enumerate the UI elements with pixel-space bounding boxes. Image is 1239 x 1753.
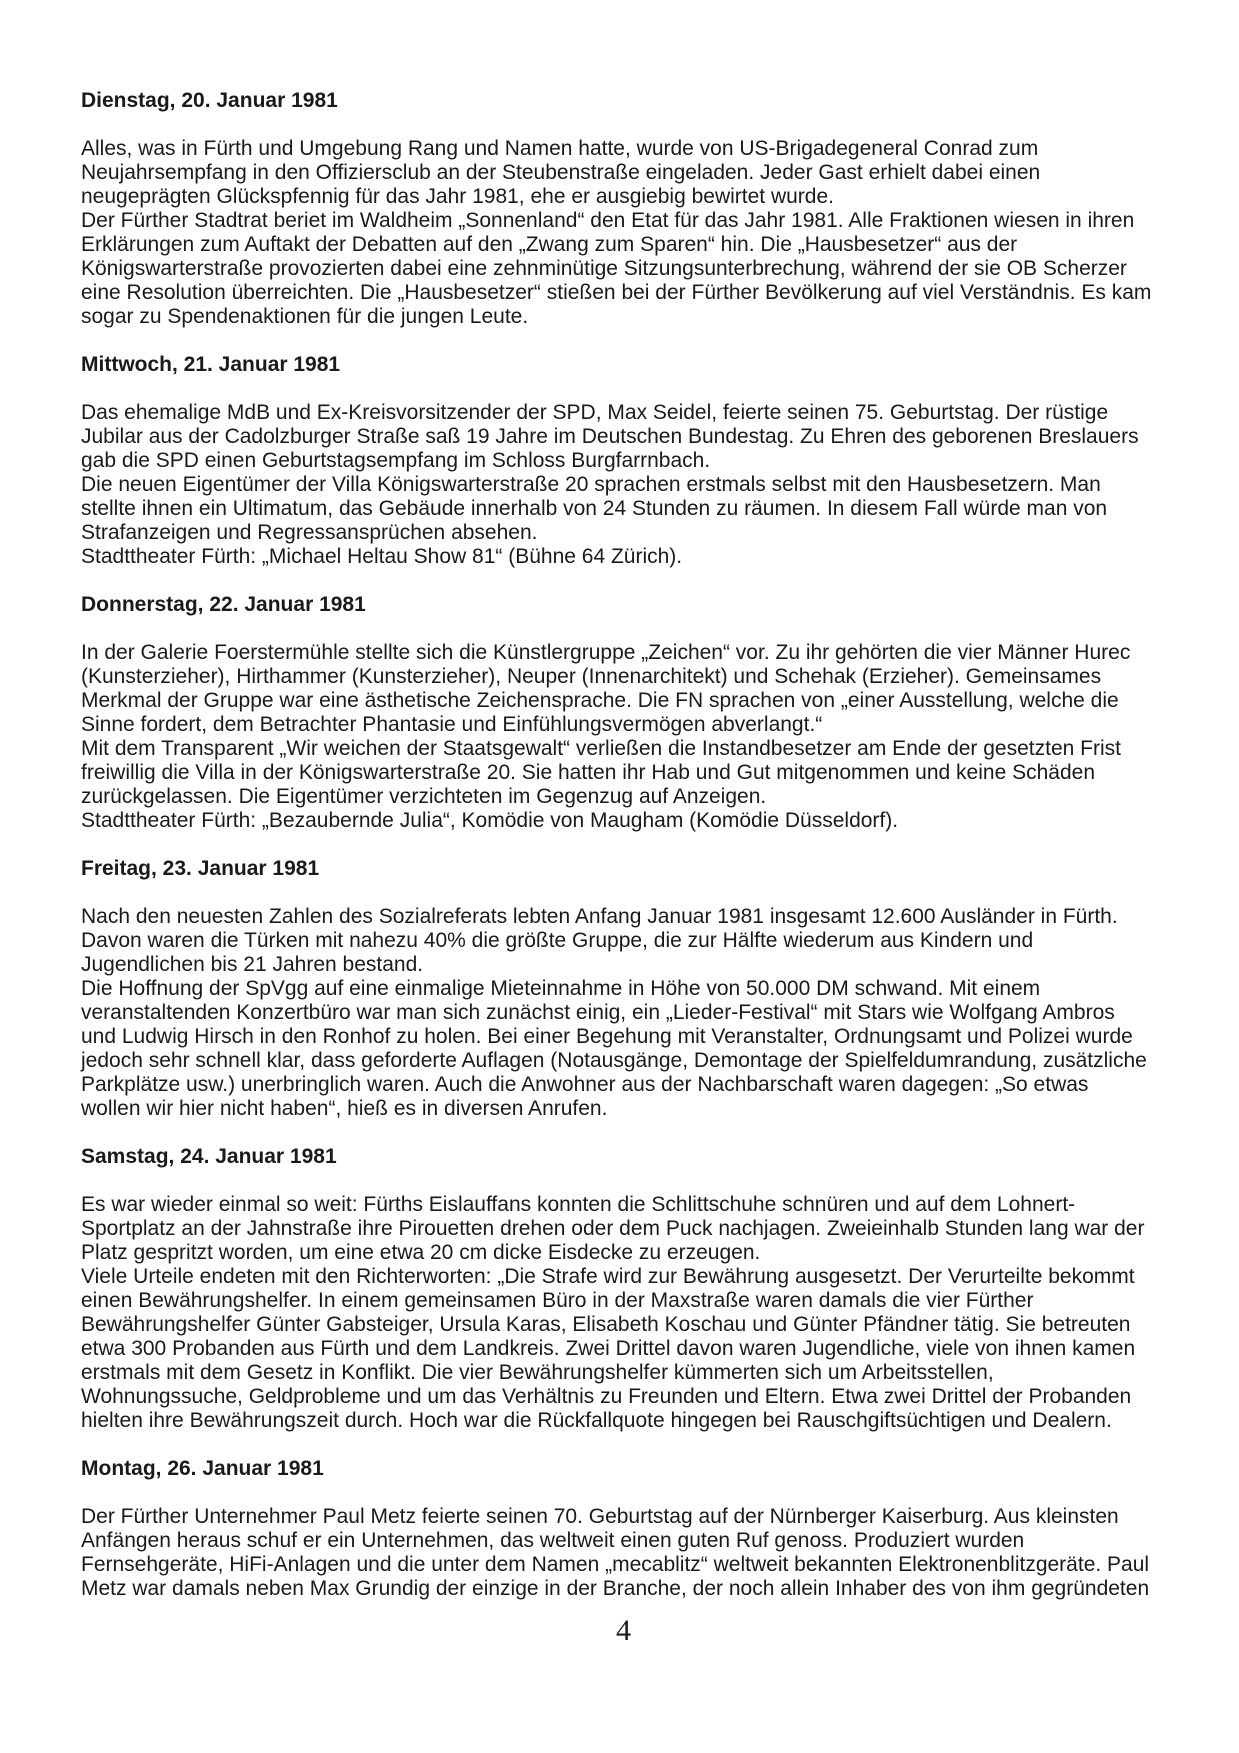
text-line: Neujahrsempfang in den Offiziersclub an der Steubenstraße eingeladen. Jeder Gast erhielt dabei einen [81,161,1041,184]
text-line: Königswarterstraße provozierten dabei eine zehnminütige Sitzungsunterbrechung, während der sie OB Scherzer [81,257,1127,280]
text-line: Merkmal der Gruppe war eine ästhetische Zeichensprache. Die FN sprachen von „einer Ausstellung, welche die [81,689,1119,712]
section-heading: Samstag, 24. Januar 1981 [81,1145,337,1168]
section-paragraph [81,137,1171,329]
text-line: Anfängen heraus schuf er ein Unternehmen, das weltweit einen guten Ruf genoss. Produziert wurden [81,1529,1025,1552]
text-line: neugeprägten Glückspfennig für das Jahr 1981, ehe er ausgiebig bewirtet wurde. [81,185,834,208]
text-line: Sportplatz an der Jahnstraße ihre Pirouetten drehen oder dem Puck nachjagen. Zweieinhalb Stunden lang war der [81,1217,1145,1240]
section-heading: Dienstag, 20. Januar 1981 [81,89,338,112]
text-line: Alles, was in Fürth und Umgebung Rang und Namen hatte, wurde von US-Brigadegeneral Conrad zum [81,137,1039,160]
text-line: Strafanzeigen und Regressansprüchen absehen. [81,521,538,544]
text-line: freiwillig die Villa in der Königswarterstraße 20. Sie hatten ihr Hab und Gut mitgenommen und keine Schäden [81,761,1095,784]
text-line: wollen wir hier nicht haben“, hieß es in diversen Anrufen. [81,1097,608,1120]
text-line: Erklärungen zum Auftakt der Debatten auf den „Zwang zum Sparen“ hin. Die „Hausbesetzer“ aus der [81,233,1018,256]
text-line: Das ehemalige MdB und Ex-Kreisvorsitzender der SPD, Max Seidel, feierte seinen 75. Geburtstag. Der rüstige [81,401,1109,424]
section-paragraph [81,1193,1171,1433]
text-line: Sinne fordert, dem Betrachter Phantasie und Einfühlungsvermögen abverlangt.“ [81,713,823,736]
text-line: erstmals mit dem Gesetz in Konflikt. Die vier Bewährungshelfer kümmerten sich um Arbeitsstellen, [81,1361,994,1384]
text-line: veranstaltenden Konzertbüro war man sich zunächst einig, ein „Lieder-Festival“ mit Stars wie Wolfgang Ambros [81,1001,1115,1024]
text-line: etwa 300 Probanden aus Fürth und dem Landkreis. Zwei Drittel davon waren Jugendliche, viele von ihnen kamen [81,1337,1136,1360]
section-paragraph [81,905,1171,1121]
text-line: In der Galerie Foerstermühle stellte sich die Künstlergruppe „Zeichen“ vor. Zu ihr gehörten die vier Männer Hurec [81,641,1131,664]
text-line: und Ludwig Hirsch in den Ronhof zu holen. Bei einer Begehung mit Veranstalter, Ordnungsamt und Polizei wurde [81,1025,1133,1048]
text-line: eine Resolution überreichten. Die „Hausbesetzer“ stießen bei der Fürther Bevölkerung auf viel Verständnis. Es kam [81,281,1152,304]
text-line: gab die SPD einen Geburtstagsempfang im Schloss Burgfarrnbach. [81,449,711,472]
section-heading: Freitag, 23. Januar 1981 [81,857,320,880]
text-line: zurückgelassen. Die Eigentümer verzichteten im Gegenzug auf Anzeigen. [81,785,767,808]
text-line: Parkplätze usw.) unerbringlich waren. Auch die Anwohner aus der Nachbarschaft waren dagegen: „So etwas [81,1073,1089,1096]
text-line: jedoch sehr schnell klar, dass geforderte Auflagen (Notausgänge, Demontage der Spielfeldumrandung, zusätzliche [81,1049,1147,1072]
section-paragraph [81,401,1171,569]
section-heading: Donnerstag, 22. Januar 1981 [81,593,366,616]
text-line: Die neuen Eigentümer der Villa Königswarterstraße 20 sprachen erstmals selbst mit den Hausbesetzern. Man [81,473,1101,496]
text-line: Die Hoffnung der SpVgg auf eine einmalige Mieteinnahme in Höhe von 50.000 DM schwand. Mit einem [81,977,1041,1000]
text-line: Nach den neuesten Zahlen des Sozialreferats lebten Anfang Januar 1981 insgesamt 12.600 Ausländer in Fürth. [81,905,1118,928]
text-line: Der Fürther Stadtrat beriet im Waldheim „Sonnenland“ den Etat für das Jahr 1981. Alle Fraktionen wiesen in ihren [81,209,1135,232]
text-line: Metz war damals neben Max Grundig der einzige in der Branche, der noch allein Inhaber des von ihm gegründeten [81,1577,1150,1600]
text-line: Fernsehgeräte, HiFi-Anlagen und die unter dem Namen „mecablitz“ weltweit bekannten Elektronenblitzgeräte. Paul [81,1553,1150,1576]
text-line: Es war wieder einmal so weit: Fürths Eislauffans konnten die Schlittschuhe schnüren und auf dem Lohnert- [81,1193,1076,1216]
section-paragraph [81,1505,1171,1601]
page-number: 4 [616,1614,631,1647]
section-paragraph [81,641,1171,833]
text-line: Jubilar aus der Cadolzburger Straße saß 19 Jahre im Deutschen Bundestag. Zu Ehren des geborenen Breslauers [81,425,1139,448]
text-line: stellte ihnen ein Ultimatum, das Gebäude innerhalb von 24 Stunden zu räumen. In diesem Fall würde man von [81,497,1108,520]
text-line: (Kunsterzieher), Hirthammer (Kunsterzieher), Neuper (Innenarchitekt) und Schehak (Erzieher). Gemeinsames [81,665,1102,688]
text-line: Platz gespritzt worden, um eine etwa 20 cm dicke Eisdecke zu erzeugen. [81,1241,761,1264]
text-line: Jugendlichen bis 21 Jahren bestand. [81,953,424,976]
text-line: sogar zu Spendenaktionen für die jungen Leute. [81,305,529,328]
text-line: Wohnungssuche, Geldprobleme und um das Verhältnis zu Freunden und Eltern. Etwa zwei Drittel der Probanden [81,1385,1132,1408]
text-line: hielten ihre Bewährungszeit durch. Hoch war die Rückfallquote hingegen bei Rauschgiftsüchtigen und Dealern. [81,1409,1112,1432]
text-line: Der Fürther Unternehmer Paul Metz feierte seinen 70. Geburtstag auf der Nürnberger Kaiserburg. Aus kleinsten [81,1505,1119,1528]
text-line: Stadttheater Fürth: „Michael Heltau Show 81“ (Bühne 64 Zürich). [81,545,683,568]
text-line: Stadttheater Fürth: „Bezaubernde Julia“, Komödie von Maugham (Komödie Düsseldorf). [81,809,899,832]
page-content [81,89,1171,1625]
text-line: Davon waren die Türken mit nahezu 40% die größte Gruppe, die zur Hälfte wiederum aus Kindern und [81,929,1034,952]
section-heading: Montag, 26. Januar 1981 [81,1457,324,1480]
text-line: einen Bewährungshelfer. In einem gemeinsamen Büro in der Maxstraße waren damals die vier Fürther [81,1289,1034,1312]
text-line: Bewährungshelfer Günter Gabsteiger, Ursula Karas, Elisabeth Koschau und Günter Pfändner tätig. Sie betreuten [81,1313,1131,1336]
text-line: Viele Urteile endeten mit den Richterworten: „Die Strafe wird zur Bewährung ausgesetzt. Der Verurteilte bekommt [81,1265,1135,1288]
section-heading: Mittwoch, 21. Januar 1981 [81,353,341,376]
text-line: Mit dem Transparent „Wir weichen der Staatsgewalt“ verließen die Instandbesetzer am Ende der gesetzten Frist [81,737,1121,760]
